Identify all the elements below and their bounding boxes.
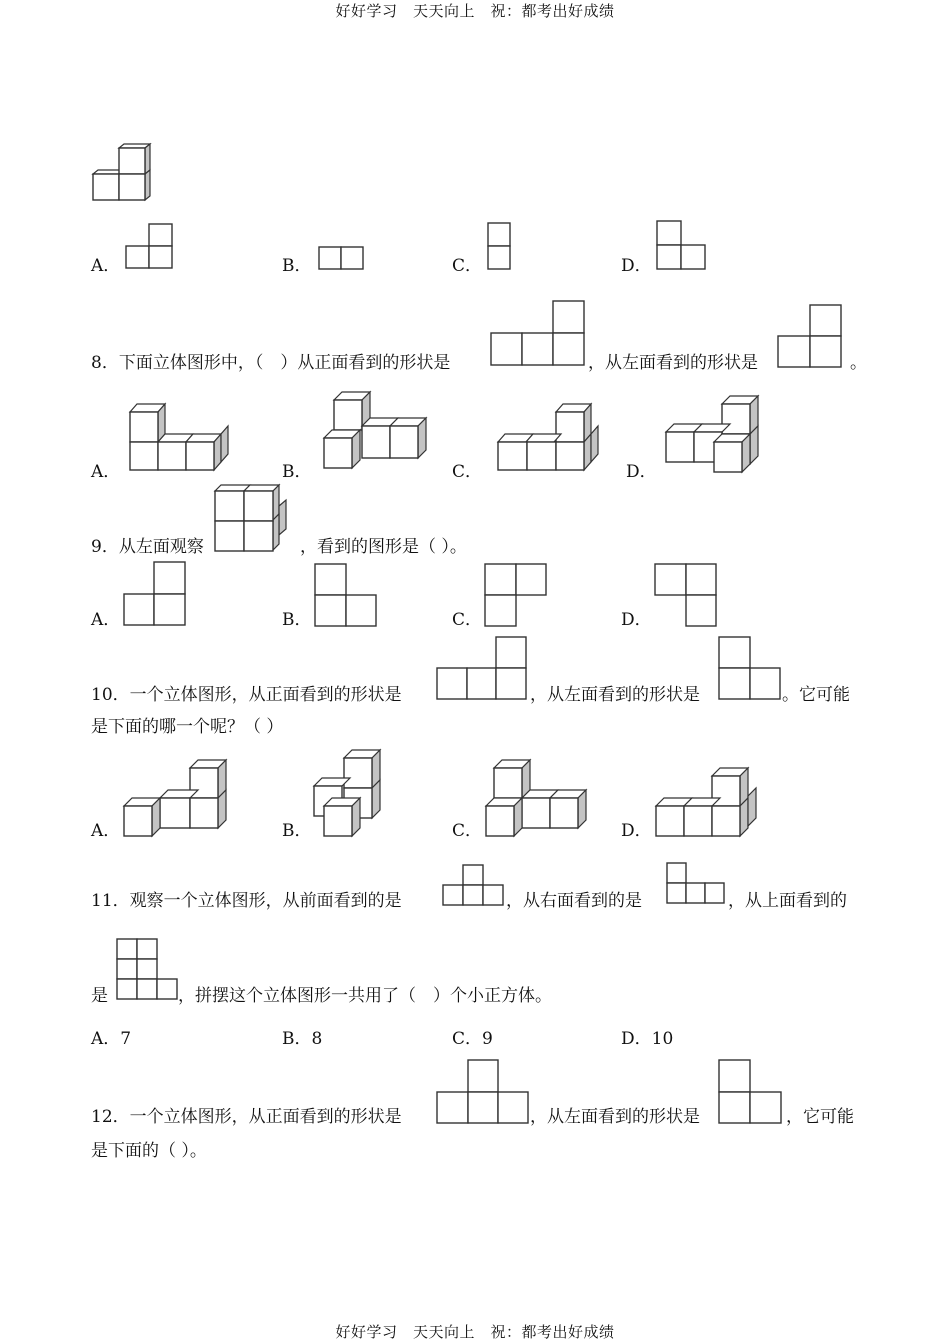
q10-option-c-solid[interactable] <box>484 758 592 838</box>
q7-option-b-label[interactable]: B． <box>282 256 312 276</box>
q12-stem-c: ，它可能 <box>786 1107 854 1127</box>
q7-option-c-label[interactable]: C． <box>452 256 483 276</box>
q10-left-view <box>718 636 782 700</box>
q9-stem-b: ，看到的图形是（ ）。 <box>300 537 467 557</box>
q11-option-c[interactable]: C．9 <box>452 1029 493 1049</box>
q11-front-view <box>442 864 504 906</box>
q11-stem-line2-a: 是 <box>91 986 108 1006</box>
q9-option-a-view[interactable] <box>123 561 187 627</box>
q11-stem-a: 11．观察一个立体图形，从前面看到的是 <box>91 891 402 911</box>
q10-option-b-label[interactable]: B． <box>282 821 312 841</box>
q11-top-view <box>116 938 178 1000</box>
q8-stem-c: 。 <box>850 353 867 373</box>
q9-option-c-label[interactable]: C． <box>452 610 483 630</box>
q9-option-a-label[interactable]: A． <box>91 610 121 630</box>
q8-option-d-solid[interactable] <box>664 394 770 476</box>
q7-option-a-label[interactable]: A． <box>91 256 121 276</box>
q10-option-a-label[interactable]: A． <box>91 821 121 841</box>
q8-option-a-solid[interactable] <box>128 400 240 474</box>
q8-option-c-solid[interactable] <box>496 400 608 474</box>
q10-option-a-solid[interactable] <box>122 756 234 838</box>
q10-front-view <box>436 636 528 700</box>
q10-stem-b: ，从左面看到的形状是 <box>530 685 700 705</box>
q8-stem-b: ，从左面看到的形状是 <box>588 353 758 373</box>
page-footer: 好好学习 天天向上 祝：都考出好成绩 <box>335 1323 615 1341</box>
q9-solid-figure <box>214 484 298 554</box>
q12-stem-a: 12．一个立体图形，从正面看到的形状是 <box>91 1107 402 1127</box>
q7-solid-figure <box>93 144 153 204</box>
q10-stem-c: 。它可能 <box>782 685 850 705</box>
q10-stem-line2: 是下面的哪一个呢？（ ） <box>91 717 284 737</box>
q11-right-view <box>666 862 726 904</box>
q9-option-c-view[interactable] <box>484 563 548 627</box>
q9-option-b-view[interactable] <box>314 563 378 627</box>
q12-stem-line2: 是下面的（ ）。 <box>91 1141 207 1161</box>
q9-option-d-view[interactable] <box>654 563 718 627</box>
q11-stem-line2-b: ，拼摆这个立体图形一共用了（ ）个小正方体。 <box>178 986 552 1006</box>
q12-front-view <box>436 1059 530 1125</box>
q7-option-b-view[interactable] <box>318 246 364 270</box>
q8-option-b-label[interactable]: B． <box>282 462 312 482</box>
q7-option-d-view[interactable] <box>656 220 706 270</box>
q10-option-b-solid[interactable] <box>312 748 388 838</box>
q11-stem-b: ，从右面看到的是 <box>506 891 642 911</box>
q8-option-d-label[interactable]: D． <box>626 462 657 482</box>
q12-stem-b: ，从左面看到的形状是 <box>530 1107 700 1127</box>
page-header: 好好学习 天天向上 祝：都考出好成绩 <box>335 2 615 20</box>
q9-option-b-label[interactable]: B． <box>282 610 312 630</box>
q10-option-c-label[interactable]: C． <box>452 821 483 841</box>
q7-option-a-view[interactable] <box>125 223 173 269</box>
q8-option-b-solid[interactable] <box>322 392 434 472</box>
q8-left-view <box>777 304 843 368</box>
q8-front-view <box>490 300 586 366</box>
q7-option-c-view[interactable] <box>487 222 511 270</box>
q11-option-a[interactable]: A．7 <box>91 1029 132 1049</box>
q10-option-d-solid[interactable] <box>654 766 766 838</box>
q7-option-d-label[interactable]: D． <box>621 256 652 276</box>
q10-stem-a: 10．一个立体图形，从正面看到的形状是 <box>91 685 402 705</box>
q10-option-d-label[interactable]: D． <box>621 821 652 841</box>
q8-stem-a: 8．下面立体图形中，（ ）从正面看到的形状是 <box>91 353 451 373</box>
q11-stem-c: ，从上面看到的 <box>728 891 847 911</box>
q8-option-c-label[interactable]: C． <box>452 462 483 482</box>
q9-stem-a: 9．从左面观察 <box>91 537 204 557</box>
q12-left-view <box>718 1059 784 1125</box>
q11-option-b[interactable]: B．8 <box>282 1029 323 1049</box>
q11-option-d[interactable]: D．10 <box>621 1029 674 1049</box>
q8-option-a-label[interactable]: A． <box>91 462 121 482</box>
q9-option-d-label[interactable]: D． <box>621 610 652 630</box>
